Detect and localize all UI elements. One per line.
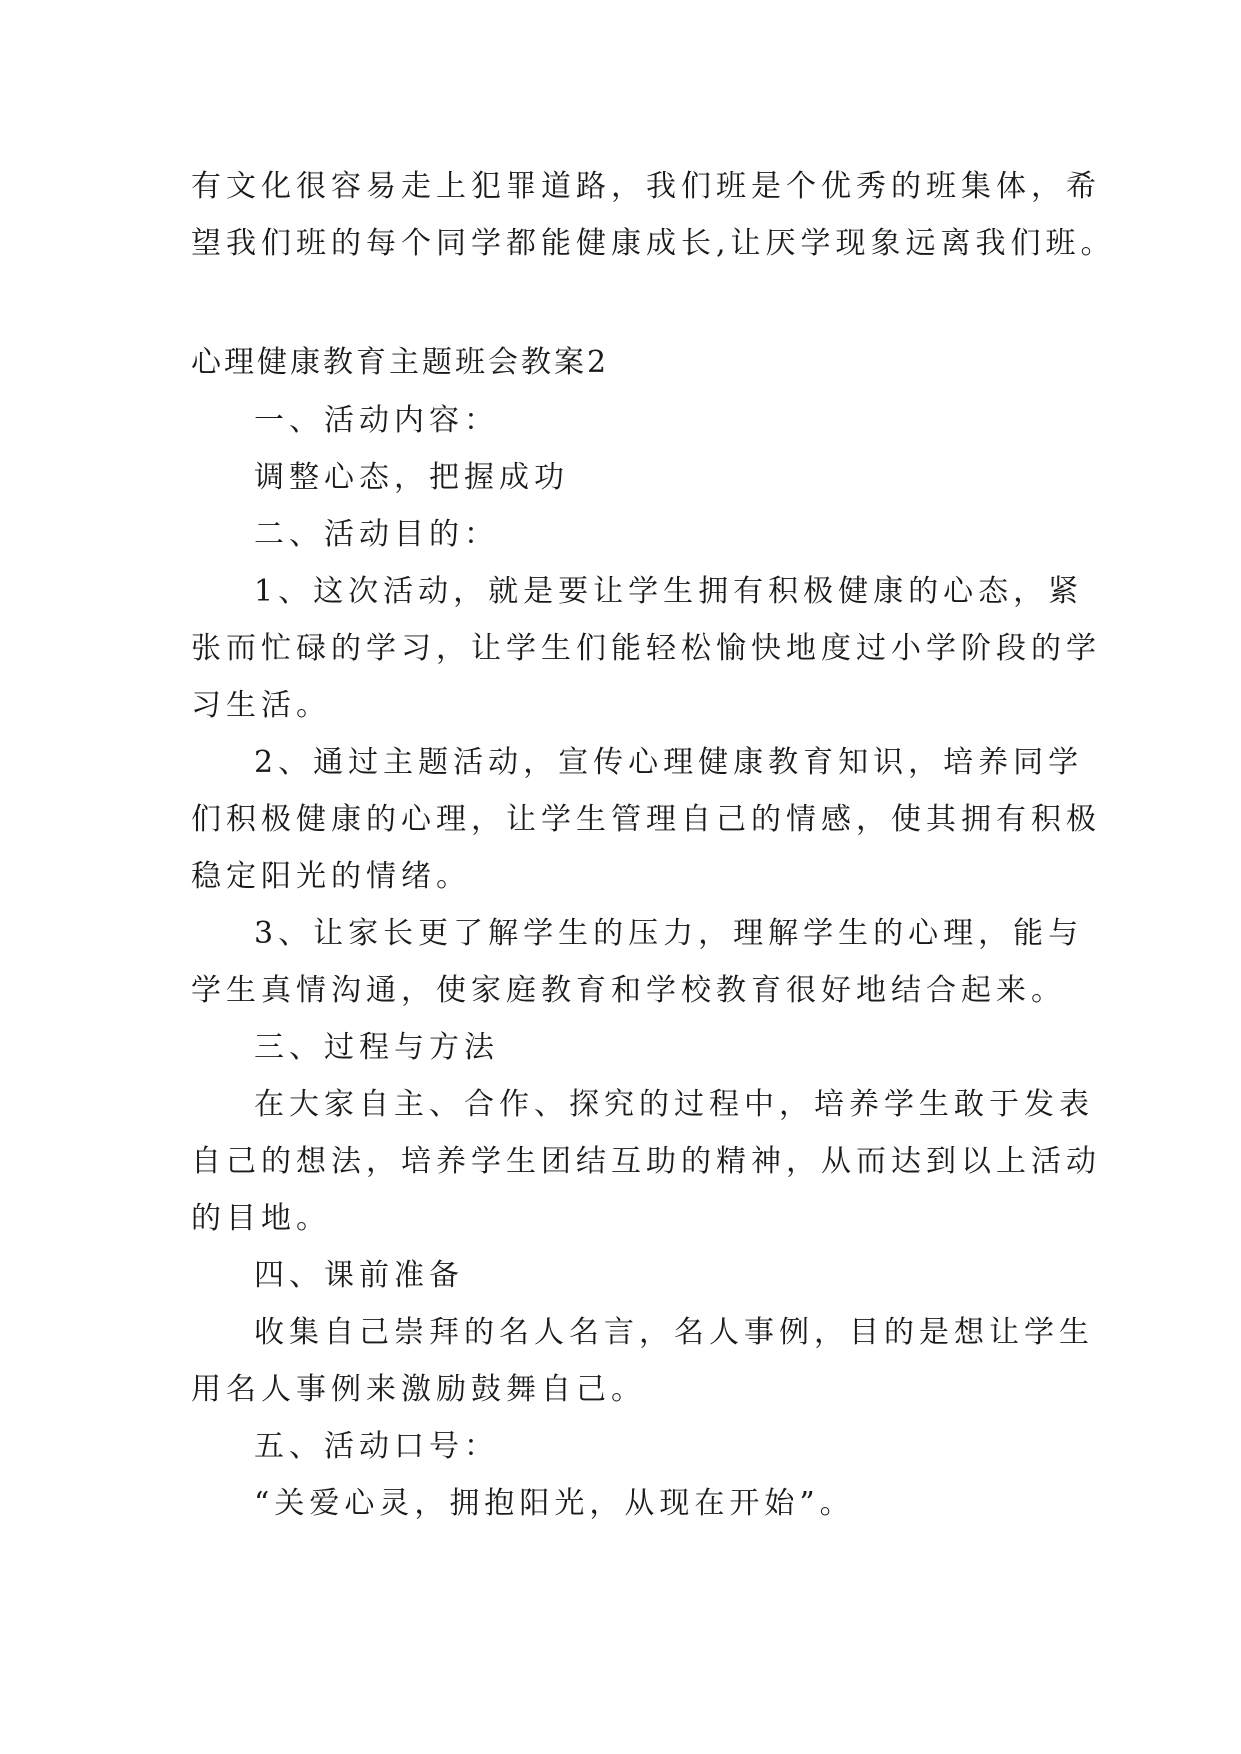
paragraph-line: 们积极健康的心理，让学生管理自己的情感，使其拥有积极 <box>191 802 1101 837</box>
heading-preparation: 四、课前准备 <box>254 1258 464 1293</box>
heading-slogan: 五、活动口号： <box>254 1429 499 1464</box>
slogan-line: “关爱心灵，拥抱阳光，从现在开始”。 <box>254 1486 855 1521</box>
paragraph-line: 习生活。 <box>191 688 331 723</box>
paragraph-line: 1、这次活动，就是要让学生拥有积极健康的心态，紧 <box>254 574 1084 609</box>
paragraph-line: 有文化很容易走上犯罪道路，我们班是个优秀的班集体，希 <box>191 169 1101 204</box>
paragraph-line: 调整心态，把握成功 <box>254 460 569 495</box>
heading-process-method: 三、过程与方法 <box>254 1030 499 1065</box>
paragraph-line: 张而忙碌的学习，让学生们能轻松愉快地度过小学阶段的学 <box>191 631 1101 666</box>
paragraph-line: 望我们班的每个同学都能健康成长,让厌学现象远离我们班。 <box>191 226 1116 261</box>
paragraph-line: 自己的想法，培养学生团结互助的精神，从而达到以上活动 <box>191 1144 1101 1179</box>
paragraph-line: 学生真情沟通，使家庭教育和学校教育很好地结合起来。 <box>191 973 1066 1008</box>
section-title: 心理健康教育主题班会教案2 <box>191 345 610 380</box>
paragraph-line: 的目地。 <box>191 1201 331 1236</box>
heading-activity-content: 一、活动内容： <box>254 403 499 438</box>
paragraph-line: 用名人事例来激励鼓舞自己。 <box>191 1372 646 1407</box>
paragraph-line: 稳定阳光的情绪。 <box>191 859 471 894</box>
paragraph-line: 收集自己崇拜的名人名言，名人事例，目的是想让学生 <box>254 1315 1094 1350</box>
paragraph-line: 在大家自主、合作、探究的过程中，培养学生敢于发表 <box>254 1087 1094 1122</box>
paragraph-line: 3、让家长更了解学生的压力，理解学生的心理，能与 <box>254 916 1084 951</box>
paragraph-line: 2、通过主题活动，宣传心理健康教育知识，培养同学 <box>254 745 1084 780</box>
heading-activity-goal: 二、活动目的： <box>254 517 499 552</box>
